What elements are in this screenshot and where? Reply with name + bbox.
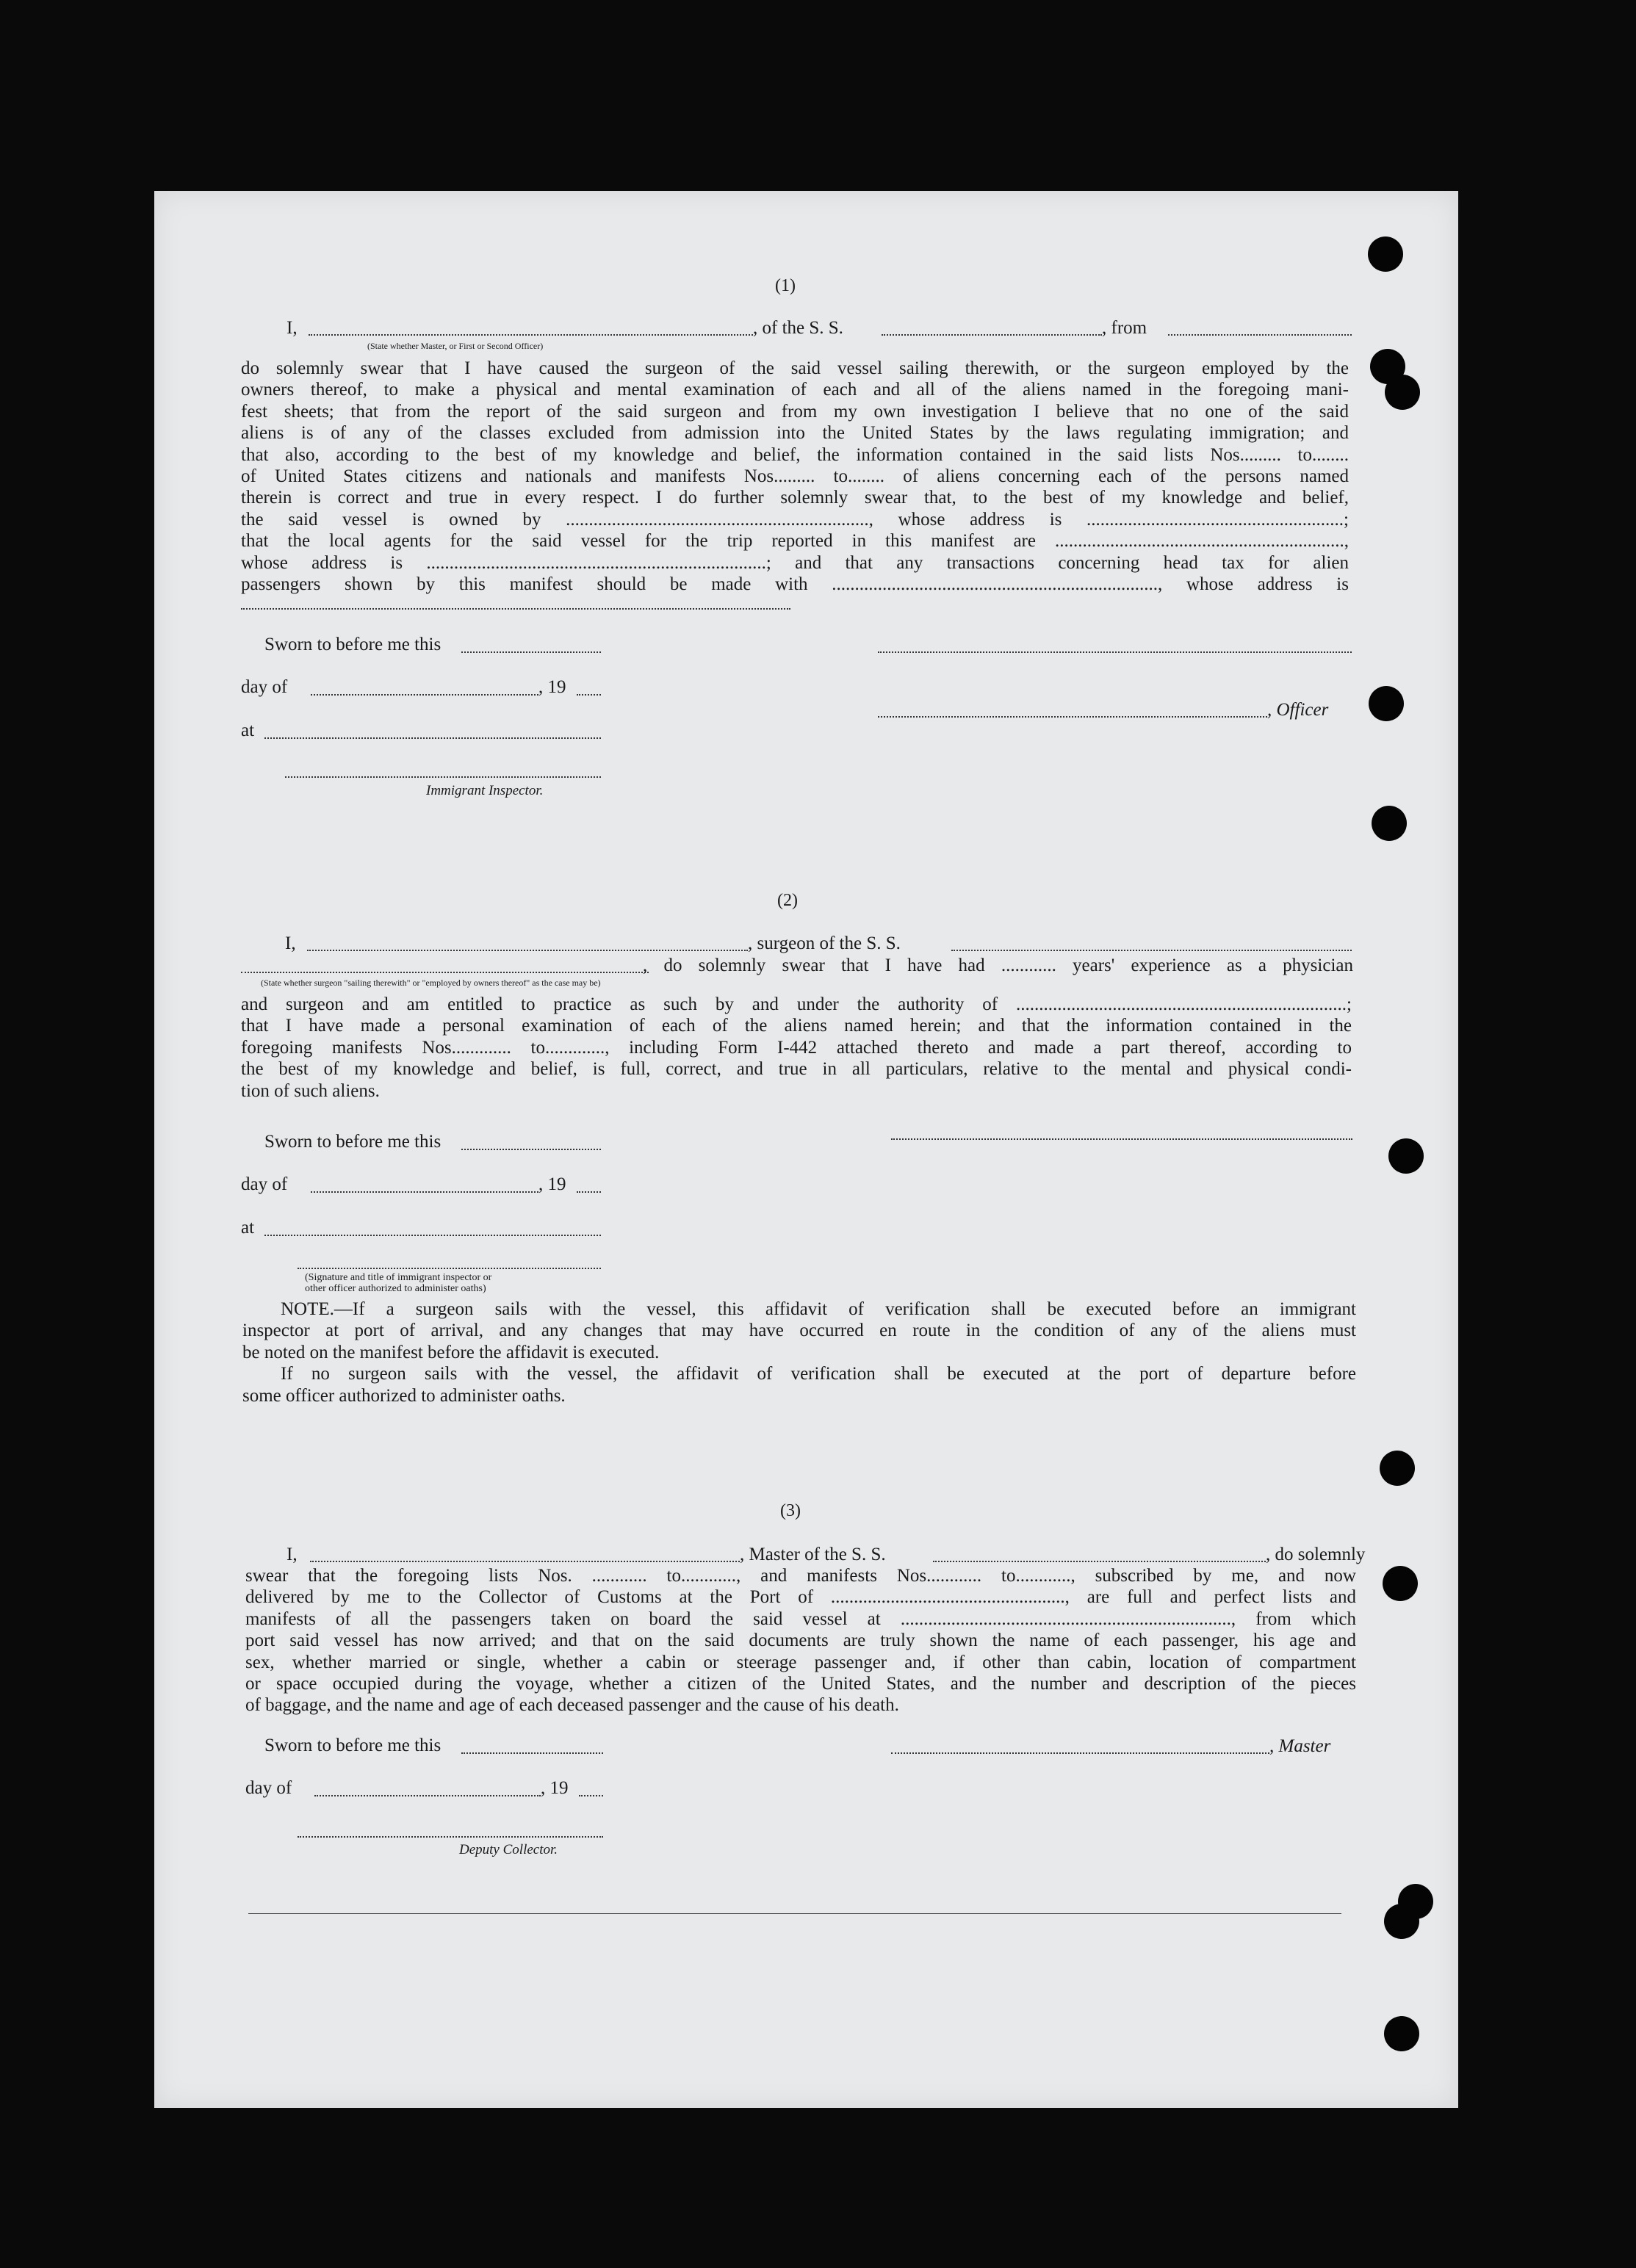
bottom-rule <box>248 1913 1341 1914</box>
s2-note-line: inspector at port of arrival, and any changes that may have occurred en route in the condition of any of the aliens must <box>242 1321 1356 1341</box>
s2-line: the best of my knowledge and belief, is full, correct, and true in all particulars, relative to the mental and physical condi- <box>241 1059 1352 1080</box>
s2-surgeon-name-blank <box>307 950 748 951</box>
s1-year-label: , 19 <box>538 677 566 697</box>
s2-day-of-label: day of <box>241 1174 288 1194</box>
s2-sworn-date-blank <box>461 1149 601 1150</box>
s2-at-place-blank <box>264 1235 601 1236</box>
s2-note-line: If no surgeon sails with the vessel, the affidavit of verification shall be executed at the port of departure before <box>281 1364 1356 1384</box>
s2-note-line: NOTE.—If a surgeon sails with the vessel, this affidavit of verification shall be executed before an immigrant <box>281 1299 1356 1319</box>
s1-at-place-blank <box>264 737 601 739</box>
s3-line: sex, whether married or single, whether a cabin or steerage passenger and, if other than cabin, location of compartment <box>245 1652 1356 1672</box>
punch-hole <box>1369 686 1404 721</box>
s3-year-blank <box>579 1795 603 1796</box>
s2-signature-blank <box>891 1138 1352 1140</box>
s1-day-of-label: day of <box>241 677 288 697</box>
s2-sig-caption-2: other officer authorized to administer oaths) <box>305 1283 486 1294</box>
s1-inspector-label: Immigrant Inspector. <box>426 783 544 798</box>
s1-line: passengers shown by this manifest should be made with ......................................................................., whose address is <box>241 574 1349 595</box>
s2-line: that I have made a personal examination of each of the aliens named herein; and that the information contained in the <box>241 1016 1352 1036</box>
punch-hole <box>1383 1566 1418 1601</box>
s2-month-blank <box>311 1191 538 1193</box>
s1-address-continuation-blank <box>241 608 790 610</box>
s2-note-line: some officer authorized to administer oaths. <box>242 1385 566 1406</box>
punch-hole <box>1384 1904 1419 1939</box>
s3-master-sig-label: , Master <box>1269 1736 1331 1756</box>
s1-line: fest sheets; that from the report of the said surgeon and from my own investigation I believe that no one of the said <box>241 401 1349 422</box>
s1-officer-name-blank <box>309 334 753 336</box>
s2-line: tion of such aliens. <box>241 1080 380 1101</box>
section-2-number: (2) <box>777 891 798 910</box>
s3-swear-label: , do solemnly <box>1266 1545 1366 1564</box>
s1-sworn-label: Sworn to before me this <box>264 635 442 654</box>
s2-sig-caption-1: (Signature and title of immigrant inspector or <box>305 1272 492 1283</box>
punch-hole <box>1384 2016 1419 2051</box>
punch-hole <box>1385 375 1420 410</box>
s1-line: whose address is ..........................................................................; and that any transactions concerning head tax for alien <box>241 552 1349 573</box>
s2-ship-name-blank <box>951 950 1352 951</box>
section-1-number: (1) <box>775 276 796 295</box>
s2-line: foregoing manifests Nos............. to............., including Form I-442 attached thereto and made a part thereof, according to <box>241 1037 1352 1058</box>
s2-oath-text <box>241 994 1352 1102</box>
s1-officer-signature-blank <box>878 716 1267 718</box>
s2-line: and surgeon and am entitled to practice as such by and under the authority of ........................................................................; <box>241 994 1352 1014</box>
section-3-number: (3) <box>780 1501 801 1520</box>
s1-ship-name-blank <box>882 334 1102 336</box>
s1-sworn-date-blank <box>461 651 601 653</box>
s3-line: of baggage, and the name and age of each deceased passenger and the cause of his death. <box>245 1695 899 1716</box>
s1-line: do solemnly swear that I have caused the surgeon of the said vessel sailing therewith, or the surgeon employed by the <box>241 358 1349 378</box>
punch-hole <box>1368 236 1403 272</box>
s3-collector-signature-blank <box>298 1836 603 1838</box>
s1-ship-label: , of the S. S. <box>753 318 843 338</box>
s1-at-label: at <box>241 721 255 740</box>
s1-month-blank <box>311 694 538 696</box>
s2-note-line: be noted on the manifest before the affidavit is executed. <box>242 1342 660 1362</box>
s2-at-label: at <box>241 1218 255 1238</box>
s3-i-label: I, <box>287 1545 298 1564</box>
s2-inspector-signature-blank <box>298 1268 601 1269</box>
s3-line: or space occupied during the voyage, whether a citizen of the United States, and the number and description of the pieces <box>245 1674 1356 1694</box>
s3-sworn-label: Sworn to before me this <box>264 1736 442 1755</box>
s1-line: therein is correct and true in every respect. I do further solemnly swear that, to the best of my knowledge and belief, <box>241 488 1349 508</box>
s1-line: owners thereof, to make a physical and mental examination of each and all of the aliens named in the foregoing mani- <box>241 380 1349 400</box>
s1-line: the said vessel is owned by .................................................................., whose address is ........................................................; <box>241 509 1349 530</box>
punch-hole <box>1372 806 1407 841</box>
s2-year-blank <box>577 1191 601 1193</box>
s3-master-signature-blank <box>891 1752 1269 1754</box>
s1-inspector-signature-blank <box>285 776 601 778</box>
s1-line: that the local agents for the said vessel for the trip reported in this manifest are ..............................................................., <box>241 531 1349 552</box>
s3-collector-label: Deputy Collector. <box>459 1842 558 1857</box>
s3-sworn-date-blank <box>461 1752 603 1754</box>
s3-ship-name-blank <box>933 1561 1266 1562</box>
s1-from-label: , from <box>1102 318 1147 338</box>
s3-day-of-label: day of <box>245 1778 292 1798</box>
s2-i-label: I, <box>285 933 296 953</box>
s1-oath-text <box>241 358 1349 595</box>
s2-sworn-label: Sworn to before me this <box>264 1132 442 1152</box>
s3-line: manifests of all the passengers taken on board the said vessel at ........................................................................, from which <box>245 1608 1356 1629</box>
s3-oath-text <box>245 1565 1356 1716</box>
s1-officer-label: , Officer <box>1267 700 1329 720</box>
s1-officer-caption: (State whether Master, or First or Second Officer) <box>367 341 544 351</box>
s3-line: swear that the foregoing lists Nos. ............ to............, and manifests Nos............ to............, subscribed by me, and now <box>245 1566 1356 1586</box>
s3-master-name-blank <box>310 1561 740 1562</box>
s2-note-text <box>242 1299 1356 1406</box>
s1-year-blank <box>577 694 601 696</box>
s3-year-label: , 19 <box>541 1778 569 1798</box>
punch-hole <box>1380 1451 1415 1486</box>
s3-line: delivered by me to the Collector of Customs at the Port of ..................................................., are full and perfect lists and <box>245 1587 1356 1608</box>
s2-surgeon-status-blank <box>241 972 649 973</box>
s1-line: aliens is of any of the classes excluded from admission into the United States by the laws regulating immigration; and <box>241 423 1349 444</box>
manifest-page <box>154 191 1458 2108</box>
s3-month-blank <box>314 1795 541 1796</box>
s3-master-label: , Master of the S. S. <box>740 1545 886 1564</box>
s2-experience-text: , do solemnly swear that I have had ............ years' experience as a physician <box>643 956 1353 975</box>
s1-line: that also, according to the best of my knowledge and belief, the information contained in the said lists Nos......... to........ <box>241 444 1349 465</box>
s2-year-label: , 19 <box>538 1174 566 1194</box>
s3-line: port said vessel has now arrived; and that on the said documents are truly shown the name of each passenger, his age and <box>245 1630 1356 1651</box>
punch-hole <box>1388 1138 1424 1174</box>
s1-line: of United States citizens and nationals and manifests Nos......... to........ of aliens concerning each of the persons named <box>241 466 1349 487</box>
s2-surgeon-label: , surgeon of the S. S. <box>748 933 901 953</box>
s1-from-port-blank <box>1168 334 1352 336</box>
s1-i-label: I, <box>287 318 298 338</box>
s2-status-caption: (State whether surgeon "sailing therewith" or "employed by owners thereof" as the case may be) <box>261 978 601 988</box>
s1-signature-blank <box>878 651 1352 653</box>
